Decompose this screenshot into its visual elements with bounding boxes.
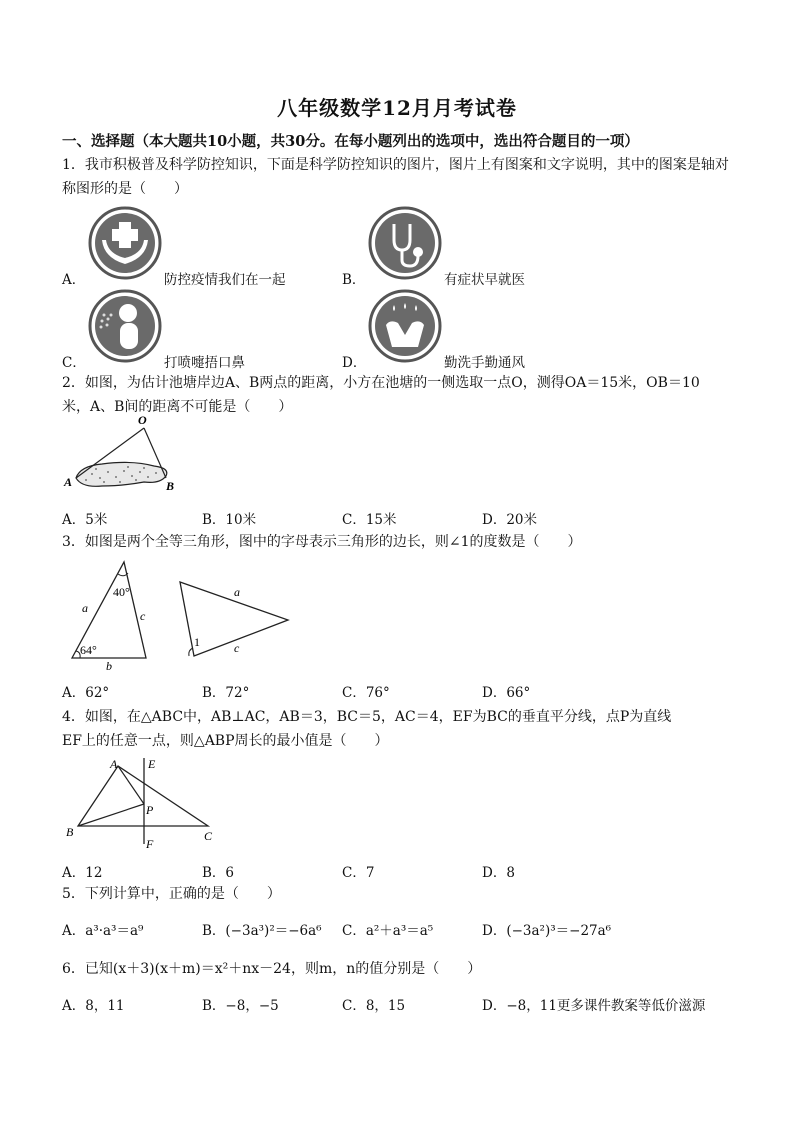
q3-option-d: D．66° (482, 685, 531, 701)
q5-option-a: A．a³·a³＝a⁹ (62, 923, 144, 939)
q3-option-a: A．62° (62, 685, 110, 701)
q1-line1: 1．我市积极普及科学防控知识，下面是科学防控知识的图片，图片上有图案和文字说明，其中的图案是轴对 (62, 157, 729, 173)
q1-line2: 称图形的是（ ） (62, 181, 188, 197)
triangle-abc-figure (62, 756, 222, 852)
q4-option-a: A．12 (62, 865, 103, 881)
q2-option-d: D．20米 (482, 512, 538, 528)
q6-option-b: B．−8，−5 (202, 998, 279, 1014)
q5-option-c: C．a²＋a³＝a⁵ (342, 923, 434, 939)
angle-40: 40° (113, 585, 130, 599)
q4-line1: 4．如图，在△ABC中，AB⊥AC，AB＝3，BC＝5，AC＝4，EF为BC的垂直平分线，点P为直线 (62, 709, 672, 725)
q5-option-b: B．(−3a³)²＝−6a⁶ (202, 923, 322, 939)
q6-option-c: C．8，15 (342, 998, 406, 1014)
side-a1: a (82, 601, 88, 615)
label-b: B (166, 479, 175, 493)
page-title: 八年级数学12月月考试卷 (277, 96, 517, 120)
q2-line1: 2．如图，为估计池塘岸边A、B两点的距离，小方在池塘的一侧选取一点O，测得OA＝15米，OB＝10 (62, 375, 700, 391)
side-b1: b (106, 659, 112, 673)
q5-line1: 5．下列计算中，正确的是（ ） (62, 886, 281, 902)
q3-option-b: B．72° (202, 685, 250, 701)
q2-option-c: C．15米 (342, 512, 397, 528)
label-F: F (146, 837, 154, 851)
q5-option-d: D．(−3a²)³＝−27a⁶ (482, 923, 612, 939)
q6-line1: 6．已知(x＋3)(x＋m)＝x²＋nx－24，则m，n的值分别是（ ） (62, 961, 482, 977)
sneeze-icon (88, 289, 162, 363)
q2-option-a: A．5米 (62, 512, 108, 528)
pond-figure (62, 413, 192, 498)
q6-option-d-row (482, 994, 705, 1014)
hands-cross-icon (88, 206, 162, 280)
q4-option-c: C．7 (342, 865, 375, 881)
q1-option-c-label: C． (62, 355, 86, 371)
q3-line1: 3．如图是两个全等三角形，图中的字母表示三角形的边长，则∠1的度数是（ ） (62, 534, 582, 550)
label-P: P (146, 803, 154, 817)
label-o: O (138, 413, 147, 427)
q1-option-a-label: A． (62, 272, 86, 288)
triangles-figure (62, 558, 302, 674)
q6-option-a: A．8，11 (62, 998, 125, 1014)
q1-option-d-caption: 勤洗手勤通风 (444, 355, 525, 371)
q2-line2: 米，A、B间的距离不可能是（ ） (62, 399, 293, 415)
angle-64: 64° (80, 643, 97, 657)
handwash-icon (368, 289, 442, 363)
q1-option-c-caption: 打喷嚏捂口鼻 (164, 355, 245, 371)
side-c2: c (234, 641, 240, 655)
footer-note: 更多课件教案等低价滋源 (556, 998, 706, 1014)
q1-option-b-label: B． (342, 272, 366, 288)
q4-line2: EF上的任意一点，则△ABP周长的最小值是（ ） (62, 733, 389, 749)
stethoscope-icon (368, 206, 442, 280)
angle-1: 1 (194, 635, 200, 649)
label-C: C (204, 829, 213, 843)
label-B: B (66, 825, 74, 839)
side-c1: c (140, 609, 146, 623)
q4-option-b: B．6 (202, 865, 235, 881)
q4-option-d: D．8 (482, 865, 515, 881)
q1-option-d-label: D． (342, 355, 367, 371)
q6-option-d: D．−8，11 (482, 998, 557, 1014)
q1-option-a-caption: 防控疫情我们在一起 (164, 272, 286, 288)
q1-option-b-caption: 有症状早就医 (444, 272, 525, 288)
q3-option-c: C．76° (342, 685, 390, 701)
label-a: A (64, 475, 73, 489)
label-A: A (110, 757, 118, 771)
side-a2: a (234, 585, 240, 599)
section-heading: 一、选择题（本大题共10小题，共30分。在每小题列出的选项中，选出符合题目的一项） (62, 133, 639, 150)
label-E: E (148, 757, 156, 771)
q2-option-b: B．10米 (202, 512, 257, 528)
